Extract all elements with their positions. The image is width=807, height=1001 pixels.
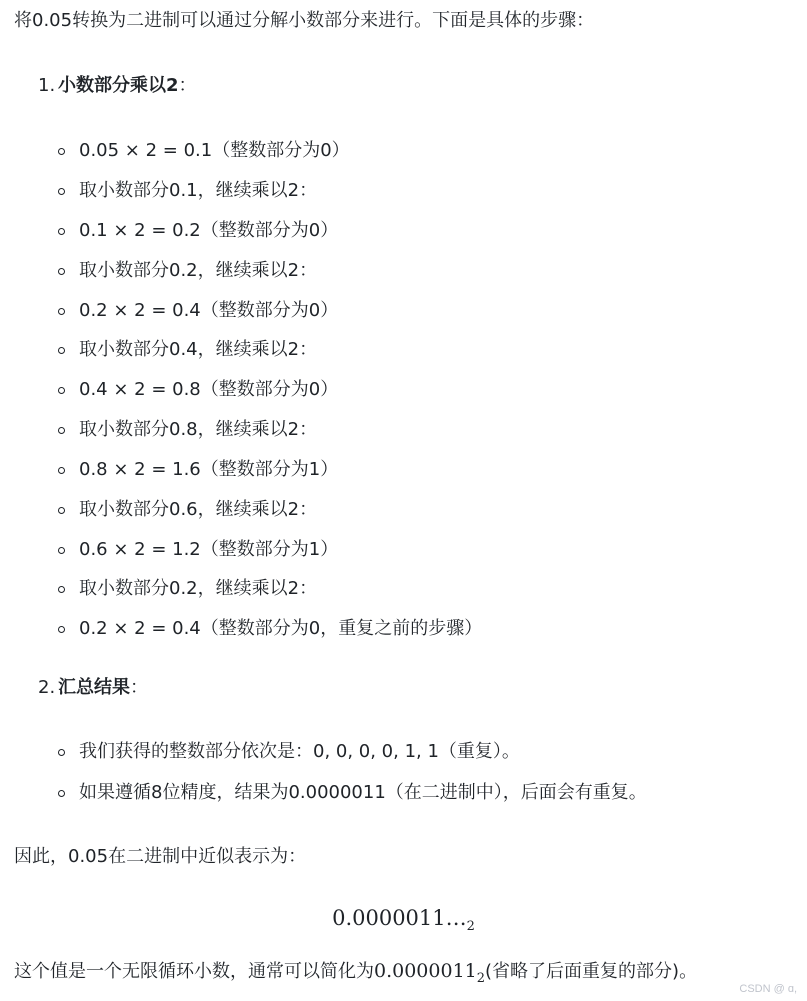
step-2-title: 汇总结果 bbox=[58, 677, 130, 698]
bullet-icon bbox=[58, 507, 65, 514]
list-item-text: 0.05 × 2 = 0.1（整数部分为0） bbox=[79, 140, 350, 161]
bullet-icon bbox=[58, 790, 65, 797]
final-sentence bbox=[14, 962, 697, 985]
bullet-icon bbox=[58, 387, 65, 394]
list-item bbox=[58, 743, 520, 761]
list-item-text: 0.4 × 2 = 0.8（整数部分为0） bbox=[79, 379, 339, 400]
step-2-suffix: ： bbox=[130, 677, 148, 698]
bullet-icon bbox=[58, 268, 65, 275]
bullet-icon bbox=[58, 467, 65, 474]
step-1-suffix: ： bbox=[178, 75, 197, 96]
bullet-icon bbox=[58, 427, 65, 434]
list-item-text: 取小数部分0.2，继续乘以2： bbox=[79, 260, 318, 281]
list-item bbox=[58, 501, 317, 519]
bullet-icon bbox=[58, 749, 65, 756]
final-before: 这个值是一个无限循环小数，通常可以简化为 bbox=[14, 961, 374, 982]
bullet-icon bbox=[58, 308, 65, 315]
list-item bbox=[58, 341, 317, 359]
step-2-number: 2. bbox=[38, 677, 56, 698]
list-item bbox=[58, 784, 647, 802]
final-value bbox=[374, 960, 486, 986]
final-after: (省略了后面重复的部分)。 bbox=[485, 961, 698, 982]
list-item bbox=[58, 262, 317, 280]
bullet-icon bbox=[58, 547, 65, 554]
list-item-text: 取小数部分0.2，继续乘以2： bbox=[79, 578, 318, 599]
list-item-text: 0.2 × 2 = 0.4（整数部分为0） bbox=[79, 300, 339, 321]
list-item-text: 0.2 × 2 = 0.4（整数部分为0，重复之前的步骤） bbox=[79, 618, 483, 639]
final-base: 2 bbox=[476, 970, 486, 986]
list-item-text: 0.1 × 2 = 0.2（整数部分为0） bbox=[79, 220, 339, 241]
final-value-number: 0.0000011 bbox=[374, 960, 477, 982]
step-1-heading bbox=[38, 77, 197, 95]
list-item bbox=[58, 421, 317, 439]
list-item-text: 如果遵循8位精度，结果为0.0000011（在二进制中），后面会有重复。 bbox=[79, 782, 647, 803]
list-item bbox=[58, 142, 350, 160]
list-item bbox=[58, 222, 338, 240]
conclusion-text: 因此，0.05在二进制中近似表示为： bbox=[14, 846, 307, 867]
step-1-number: 1. bbox=[38, 75, 56, 96]
bullet-icon bbox=[58, 148, 65, 155]
step-2-heading bbox=[38, 679, 148, 697]
list-item bbox=[58, 302, 338, 320]
list-item bbox=[58, 182, 317, 200]
list-item-text: 取小数部分0.1，继续乘以2： bbox=[79, 180, 318, 201]
watermark: CSDN @ ɑ, bbox=[739, 983, 797, 995]
list-item bbox=[58, 381, 338, 399]
list-item bbox=[58, 541, 338, 559]
list-item bbox=[58, 461, 338, 479]
list-item-text: 取小数部分0.8，继续乘以2： bbox=[79, 419, 318, 440]
bullet-icon bbox=[58, 626, 65, 633]
list-item-text: 0.6 × 2 = 1.2（整数部分为1） bbox=[79, 539, 339, 560]
bullet-icon bbox=[58, 347, 65, 354]
list-item-text: 我们获得的整数部分依次是：0, 0, 0, 0, 1, 1（重复）。 bbox=[79, 741, 520, 762]
list-item bbox=[58, 580, 317, 598]
intro-text: 将0.05转换为二进制可以通过分解小数部分来进行。下面是具体的步骤： bbox=[14, 10, 595, 31]
list-item-text: 取小数部分0.6，继续乘以2： bbox=[79, 499, 318, 520]
bullet-icon bbox=[58, 586, 65, 593]
formula-base: 2 bbox=[466, 919, 475, 935]
list-item-text: 0.8 × 2 = 1.6（整数部分为1） bbox=[79, 459, 339, 480]
formula-value: 0.0000011… bbox=[332, 906, 467, 930]
list-item-text: 取小数部分0.4，继续乘以2： bbox=[79, 339, 318, 360]
list-item bbox=[58, 620, 482, 638]
binary-formula bbox=[0, 906, 807, 934]
step-1-title: 小数部分乘以2 bbox=[58, 75, 179, 96]
bullet-icon bbox=[58, 188, 65, 195]
bullet-icon bbox=[58, 228, 65, 235]
